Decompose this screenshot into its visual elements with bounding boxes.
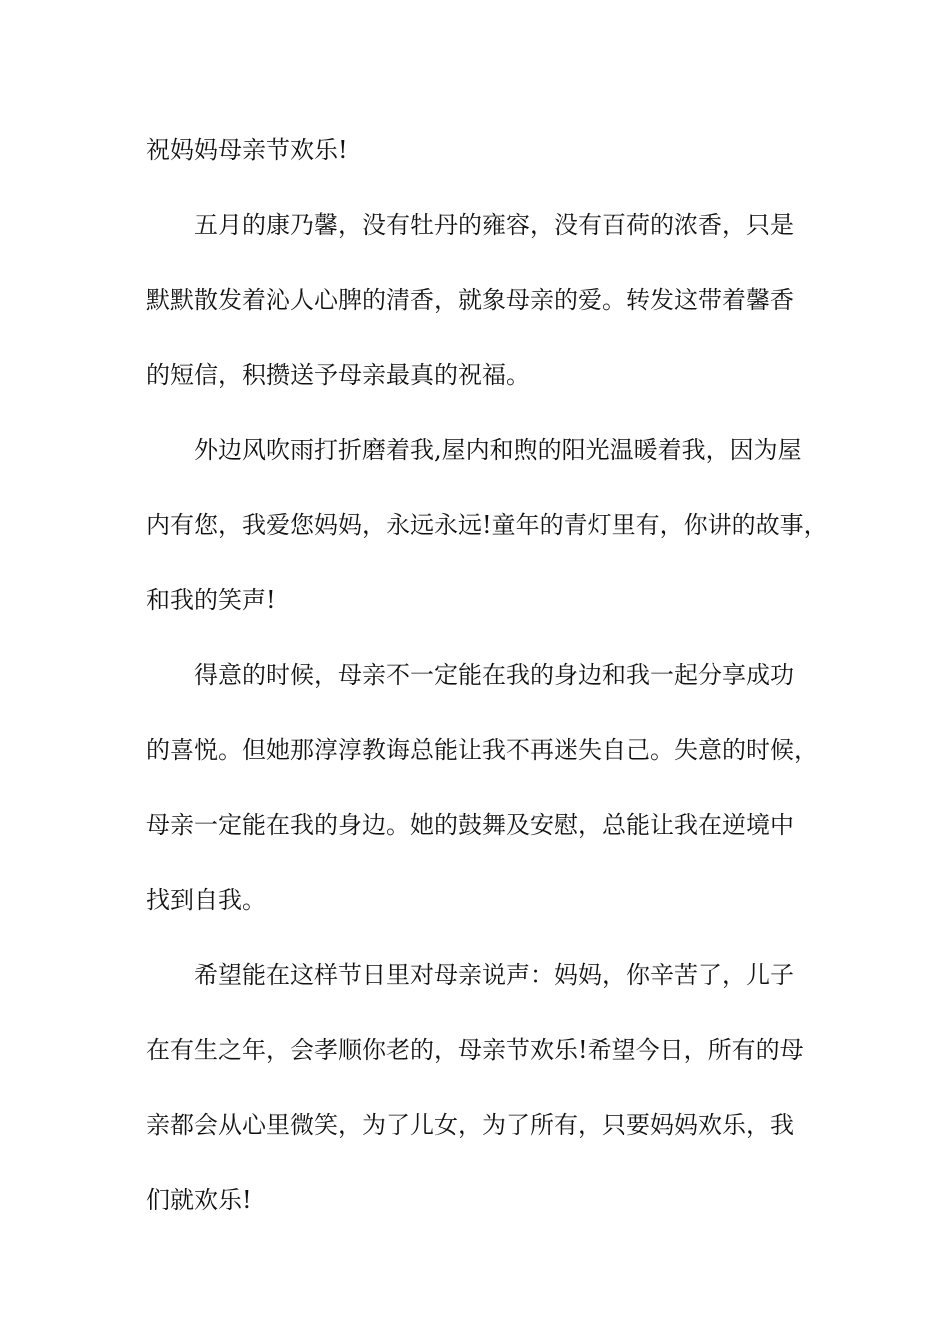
text-line: 希望能在这样节日里对母亲说声：妈妈，你辛苦了，儿子 [194,961,794,989]
text-line: 母亲一定能在我的身边。她的鼓舞及安慰，总能让我在逆境中 [146,811,794,839]
text-line: 内有您，我爱您妈妈，永远永远!童年的青灯里有，你讲的故事， [146,511,828,539]
text-line: 得意的时候，母亲不一定能在我的身边和我一起分享成功 [194,661,794,689]
text-line: 祝妈妈母亲节欢乐! [146,136,348,164]
text-line: 的喜悦。但她那淳淳教诲总能让我不再迷失自己。失意的时候， [146,736,818,764]
text-line: 默默散发着沁人心脾的清香，就象母亲的爱。转发这带着馨香 [146,286,794,314]
text-line: 找到自我。 [146,886,266,914]
text-line: 外边风吹雨打折磨着我,屋内和煦的阳光温暖着我，因为屋 [194,436,802,464]
document-body [146,130,826,1255]
text-line: 和我的笑声! [146,586,276,614]
text-line: 们就欢乐! [146,1186,252,1214]
text-line: 在有生之年，会孝顺你老的，母亲节欢乐!希望今日，所有的母 [146,1036,804,1064]
text-line: 亲都会从心里微笑，为了儿女，为了所有，只要妈妈欢乐，我 [146,1111,794,1139]
text-line: 五月的康乃馨，没有牡丹的雍容，没有百荷的浓香，只是 [194,211,794,239]
text-line: 的短信，积攒送予母亲最真的祝福。 [146,361,530,389]
